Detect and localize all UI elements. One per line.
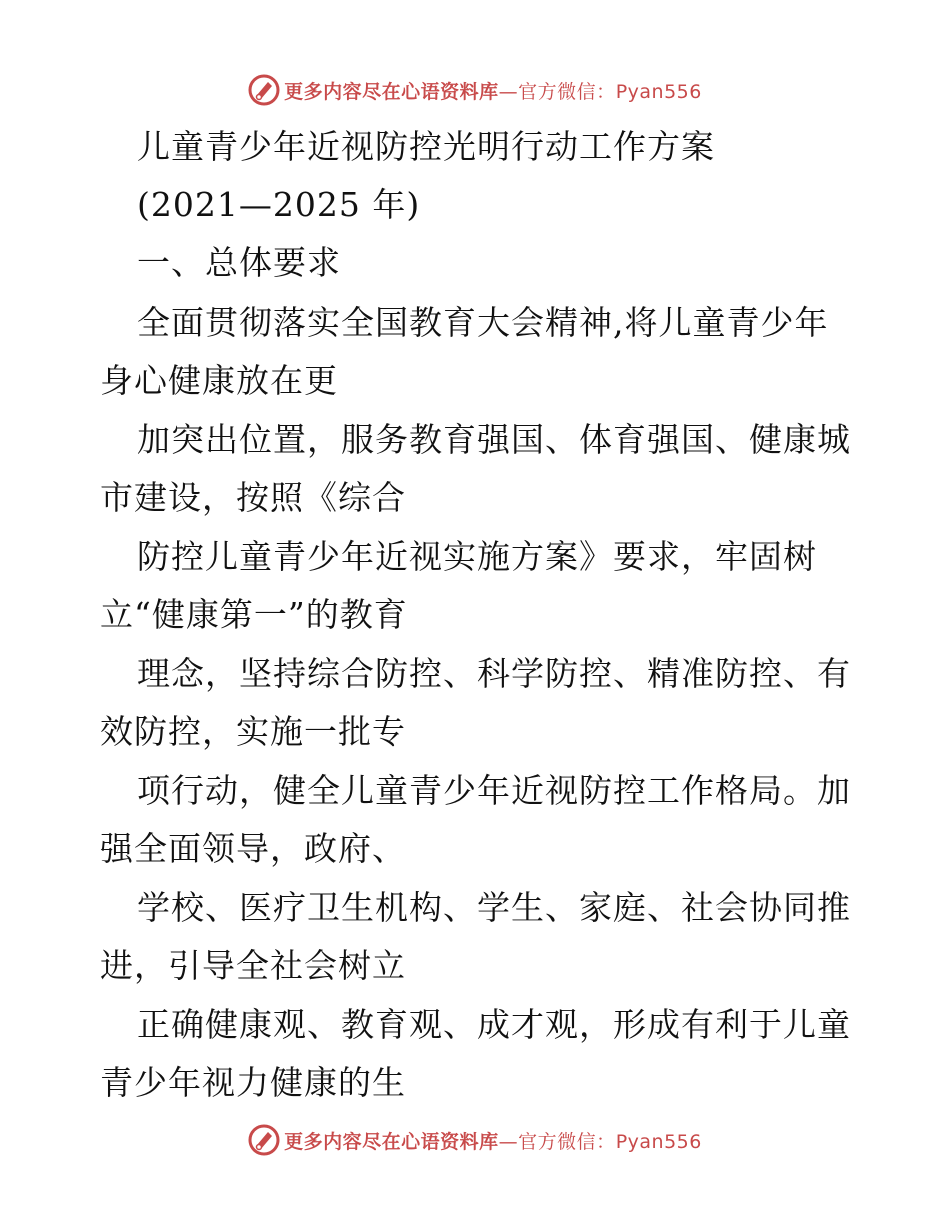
paragraph-line: 防控儿童青少年近视实施方案》要求，牢固树	[137, 537, 817, 576]
paragraph-line: 进，引导全社会树立	[100, 946, 406, 985]
brand-logo-icon	[248, 1124, 280, 1156]
paragraph-line: 效防控，实施一批专	[100, 712, 406, 751]
paragraph-line: 加突出位置，服务教育强国、体育强国、健康城	[137, 420, 851, 459]
brand-logo-icon	[248, 74, 280, 106]
document-years: (2021—2025 年)	[137, 185, 421, 224]
paragraph-line: 青少年视力健康的生	[100, 1063, 406, 1102]
section-heading: 一、总体要求	[137, 243, 341, 282]
paragraph-line: 市建设，按照《综合	[100, 478, 406, 517]
watermark-text: 更多内容尽在心语资料库—官方微信：Pyan556	[284, 1130, 702, 1153]
watermark-banner-top	[0, 73, 950, 107]
paragraph-line: 立“健康第一”的教育	[100, 595, 408, 634]
paragraph-line: 全面贯彻落实全国教育大会精神,将儿童青少年	[137, 303, 829, 342]
watermark-text: 更多内容尽在心语资料库—官方微信：Pyan556	[284, 80, 702, 103]
paragraph-line: 身心健康放在更	[100, 361, 338, 400]
paragraph-line: 正确健康观、教育观、成才观，形成有利于儿童	[137, 1005, 851, 1044]
paragraph-line: 理念，坚持综合防控、科学防控、精准防控、有	[137, 654, 851, 693]
paragraph-line: 强全面领导，政府、	[100, 829, 406, 868]
watermark-banner-bottom	[0, 1123, 950, 1157]
paragraph-line: 学校、医疗卫生机构、学生、家庭、社会协同推	[137, 888, 851, 927]
paragraph-line: 项行动，健全儿童青少年近视防控工作格局。加	[137, 771, 851, 810]
document-title: 儿童青少年近视防控光明行动工作方案	[137, 127, 715, 166]
